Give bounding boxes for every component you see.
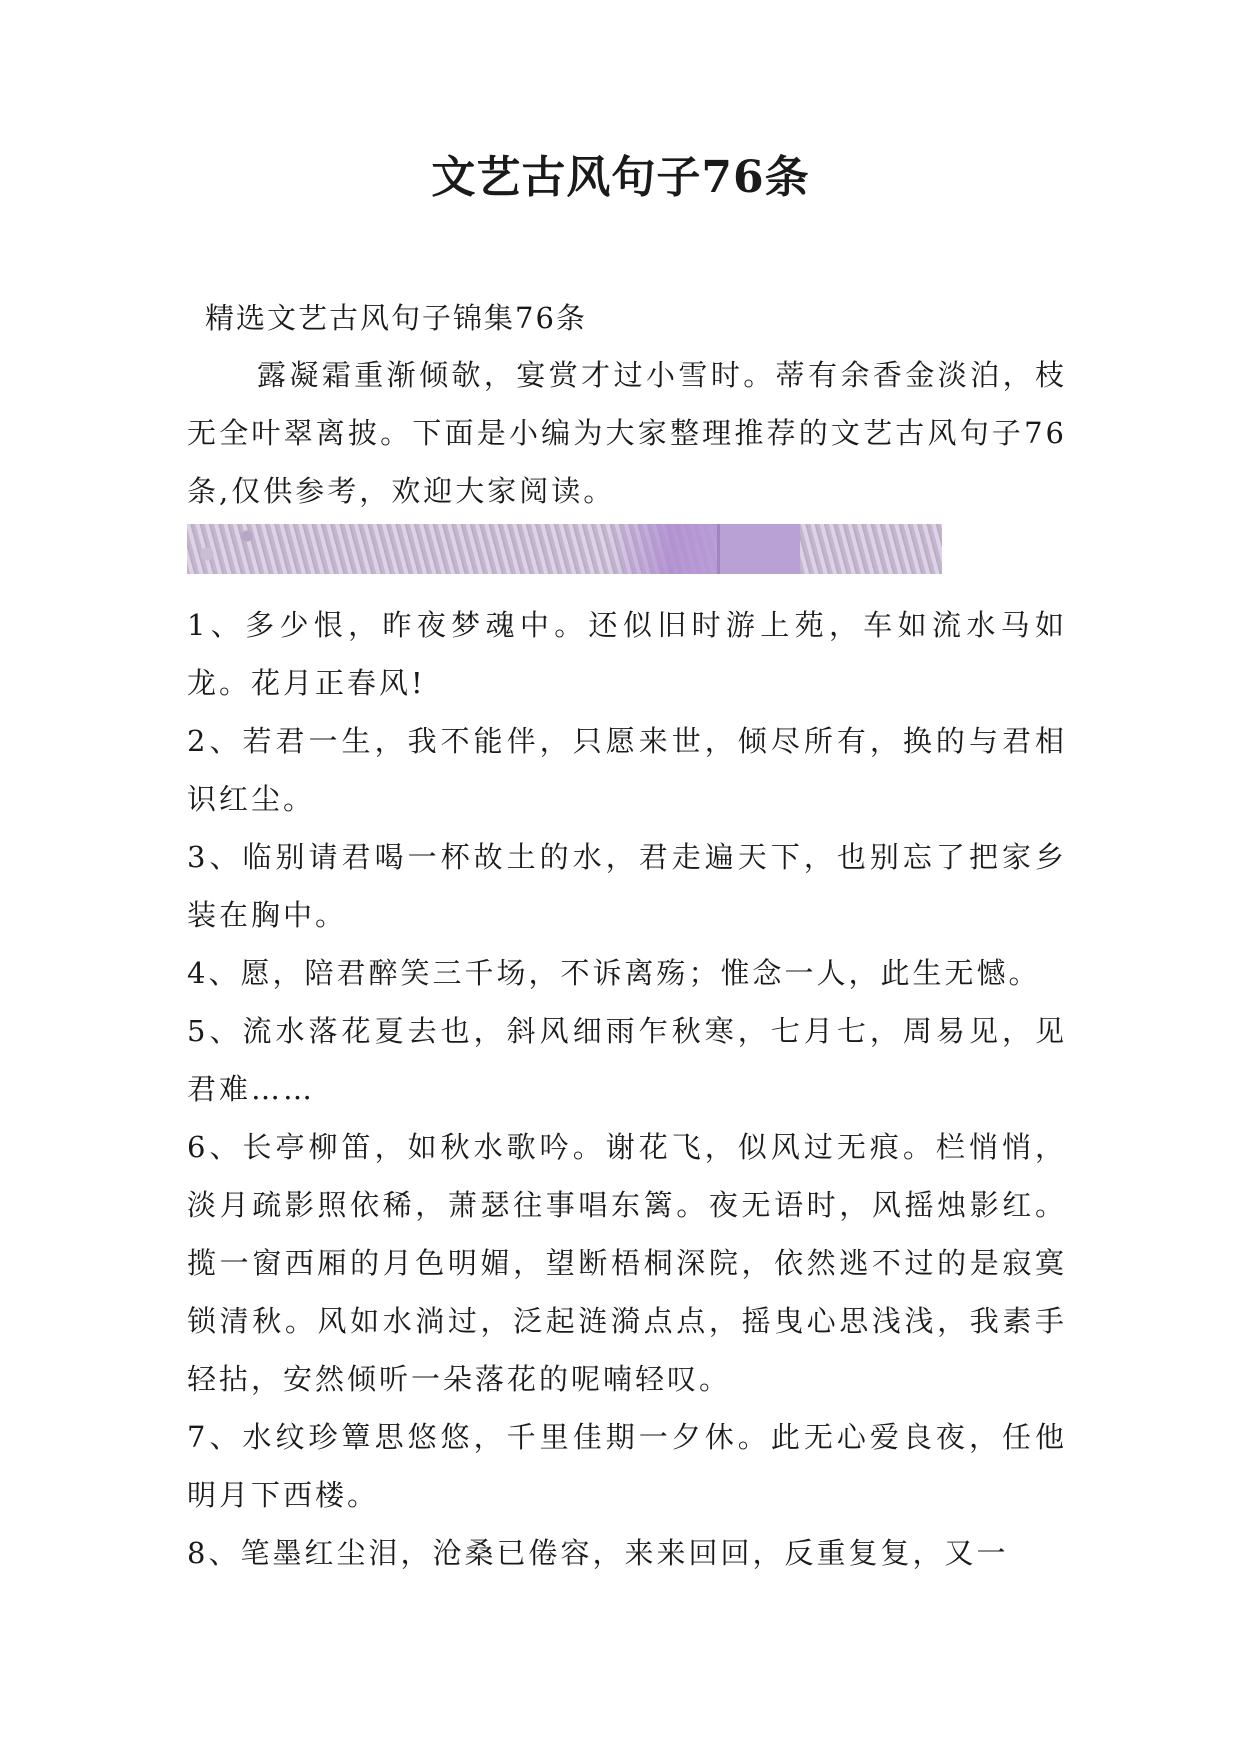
list-item: 7、水纹珍簟思悠悠，千里佳期一夕休。此无心爱良夜，任他明月下西楼。	[187, 1420, 1067, 1512]
list-item: 2、若君一生，我不能伴，只愿来世，倾尽所有，换的与君相识红尘。	[187, 724, 1067, 816]
document-subtitle: 精选文艺古风句子锦集76条	[205, 301, 587, 335]
document-body	[187, 290, 1067, 1582]
list-item: 1、多少恨，昨夜梦魂中。还似旧时游上苑，车如流水马如龙。花月正春风!	[187, 608, 1067, 700]
intro-paragraph: 露凝霜重渐倾欹，宴赏才过小雪时。蒂有余香金淡泊，枝无全叶翠离披。下面是小编为大家整理推荐的文艺古风句子76条,仅供参考，欢迎大家阅读。	[187, 358, 1067, 508]
list-item: 8、笔墨红尘泪，沧桑已倦容，来来回回，反重复复，又一	[187, 1536, 1009, 1570]
decorative-banner-image	[187, 524, 942, 574]
list-item: 3、临别请君喝一杯故土的水，君走遍天下，也别忘了把家乡装在胸中。	[187, 840, 1067, 932]
banner-object	[717, 524, 800, 574]
sentence-list	[187, 596, 1067, 1582]
list-item: 4、愿，陪君醉笑三千场，不诉离殇；惟念一人，此生无憾。	[187, 956, 1041, 990]
page-title: 文艺古风句子76条	[431, 152, 810, 203]
list-item: 6、长亭柳笛，如秋水歌吟。谢花飞，似风过无痕。栏悄悄，淡月疏影照依稀，萧瑟往事唱东篱。夜无语时，风摇烛影红。揽一窗西厢的月色明媚，望断梧桐深院，依然逃不过的是寂寞锁清秋。风如水淌过，泛起涟漪点点，摇曳心思浅浅，我素手轻拈，安然倾听一朵落花的呢喃轻叹。	[187, 1130, 1067, 1396]
list-item: 5、流水落花夏去也，斜风细雨乍秋寒，七月七，周易见，见君难……	[187, 1014, 1067, 1106]
